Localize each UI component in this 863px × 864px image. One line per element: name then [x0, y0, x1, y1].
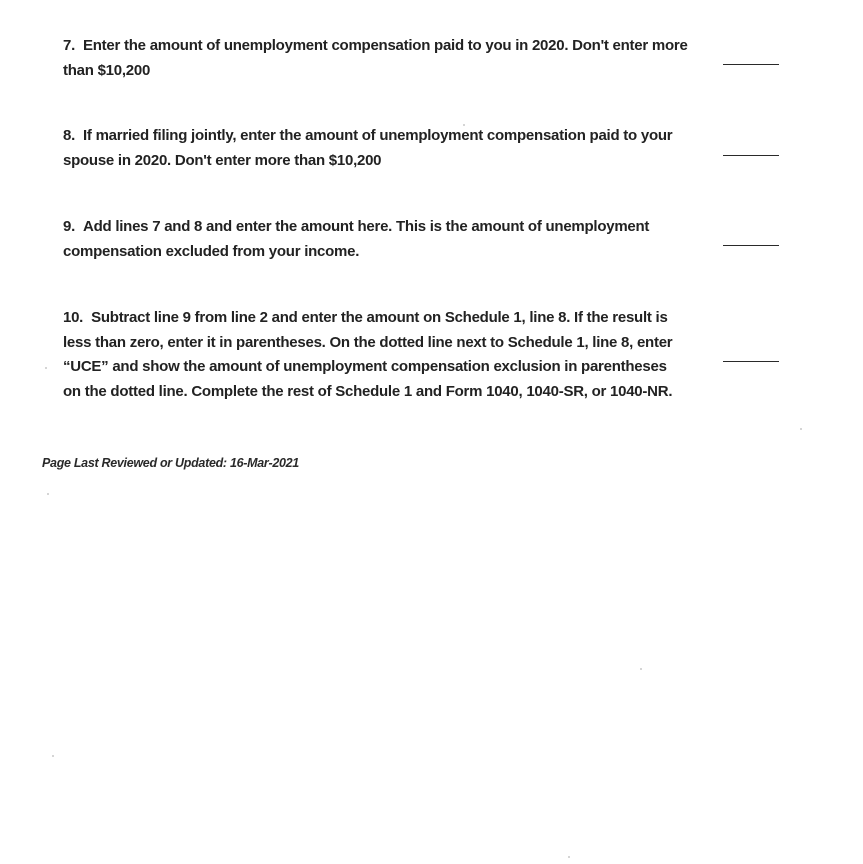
line-7-answer-blank	[723, 64, 779, 65]
line-number: 9.	[63, 218, 76, 235]
worksheet-line-8	[63, 124, 688, 173]
scan-speck	[800, 428, 802, 430]
line-instruction: If married filing jointly, enter the amount of unemployment compensation paid to your spouse in 2020. Don't enter more than $10,200	[63, 127, 673, 169]
scan-speck	[47, 493, 49, 495]
line-instruction: Enter the amount of unemployment compensation paid to you in 2020. Don't enter more than $10,200	[63, 37, 688, 79]
scan-speck	[52, 755, 54, 757]
line-number: 10.	[63, 309, 84, 326]
page-last-reviewed: Page Last Reviewed or Updated: 16-Mar-2021	[42, 456, 299, 470]
line-number: 7.	[63, 37, 76, 54]
worksheet-line-9	[63, 215, 688, 264]
scan-speck	[463, 124, 465, 126]
line-instruction: Subtract line 9 from line 2 and enter the amount on Schedule 1, line 8. If the result is less than zero, enter it in parentheses. On the dotted line next to Schedule 1, line 8, enter “UCE” and show the amount of unemployment compensation exclusion in parentheses on the dotted line. Complete the rest of Schedule 1 and Form 1040, 1040-SR, or 1040-NR.	[63, 309, 673, 400]
scan-speck	[45, 367, 47, 369]
scan-speck	[568, 856, 570, 858]
line-number: 8.	[63, 127, 76, 144]
scan-speck	[640, 668, 642, 670]
worksheet-line-7	[63, 34, 688, 83]
line-instruction: Add lines 7 and 8 and enter the amount here. This is the amount of unemployment compensation excluded from your income.	[63, 218, 650, 260]
line-8-answer-blank	[723, 155, 779, 156]
line-9-answer-blank	[723, 245, 779, 246]
worksheet-line-10	[63, 306, 688, 404]
line-10-answer-blank	[723, 361, 779, 362]
